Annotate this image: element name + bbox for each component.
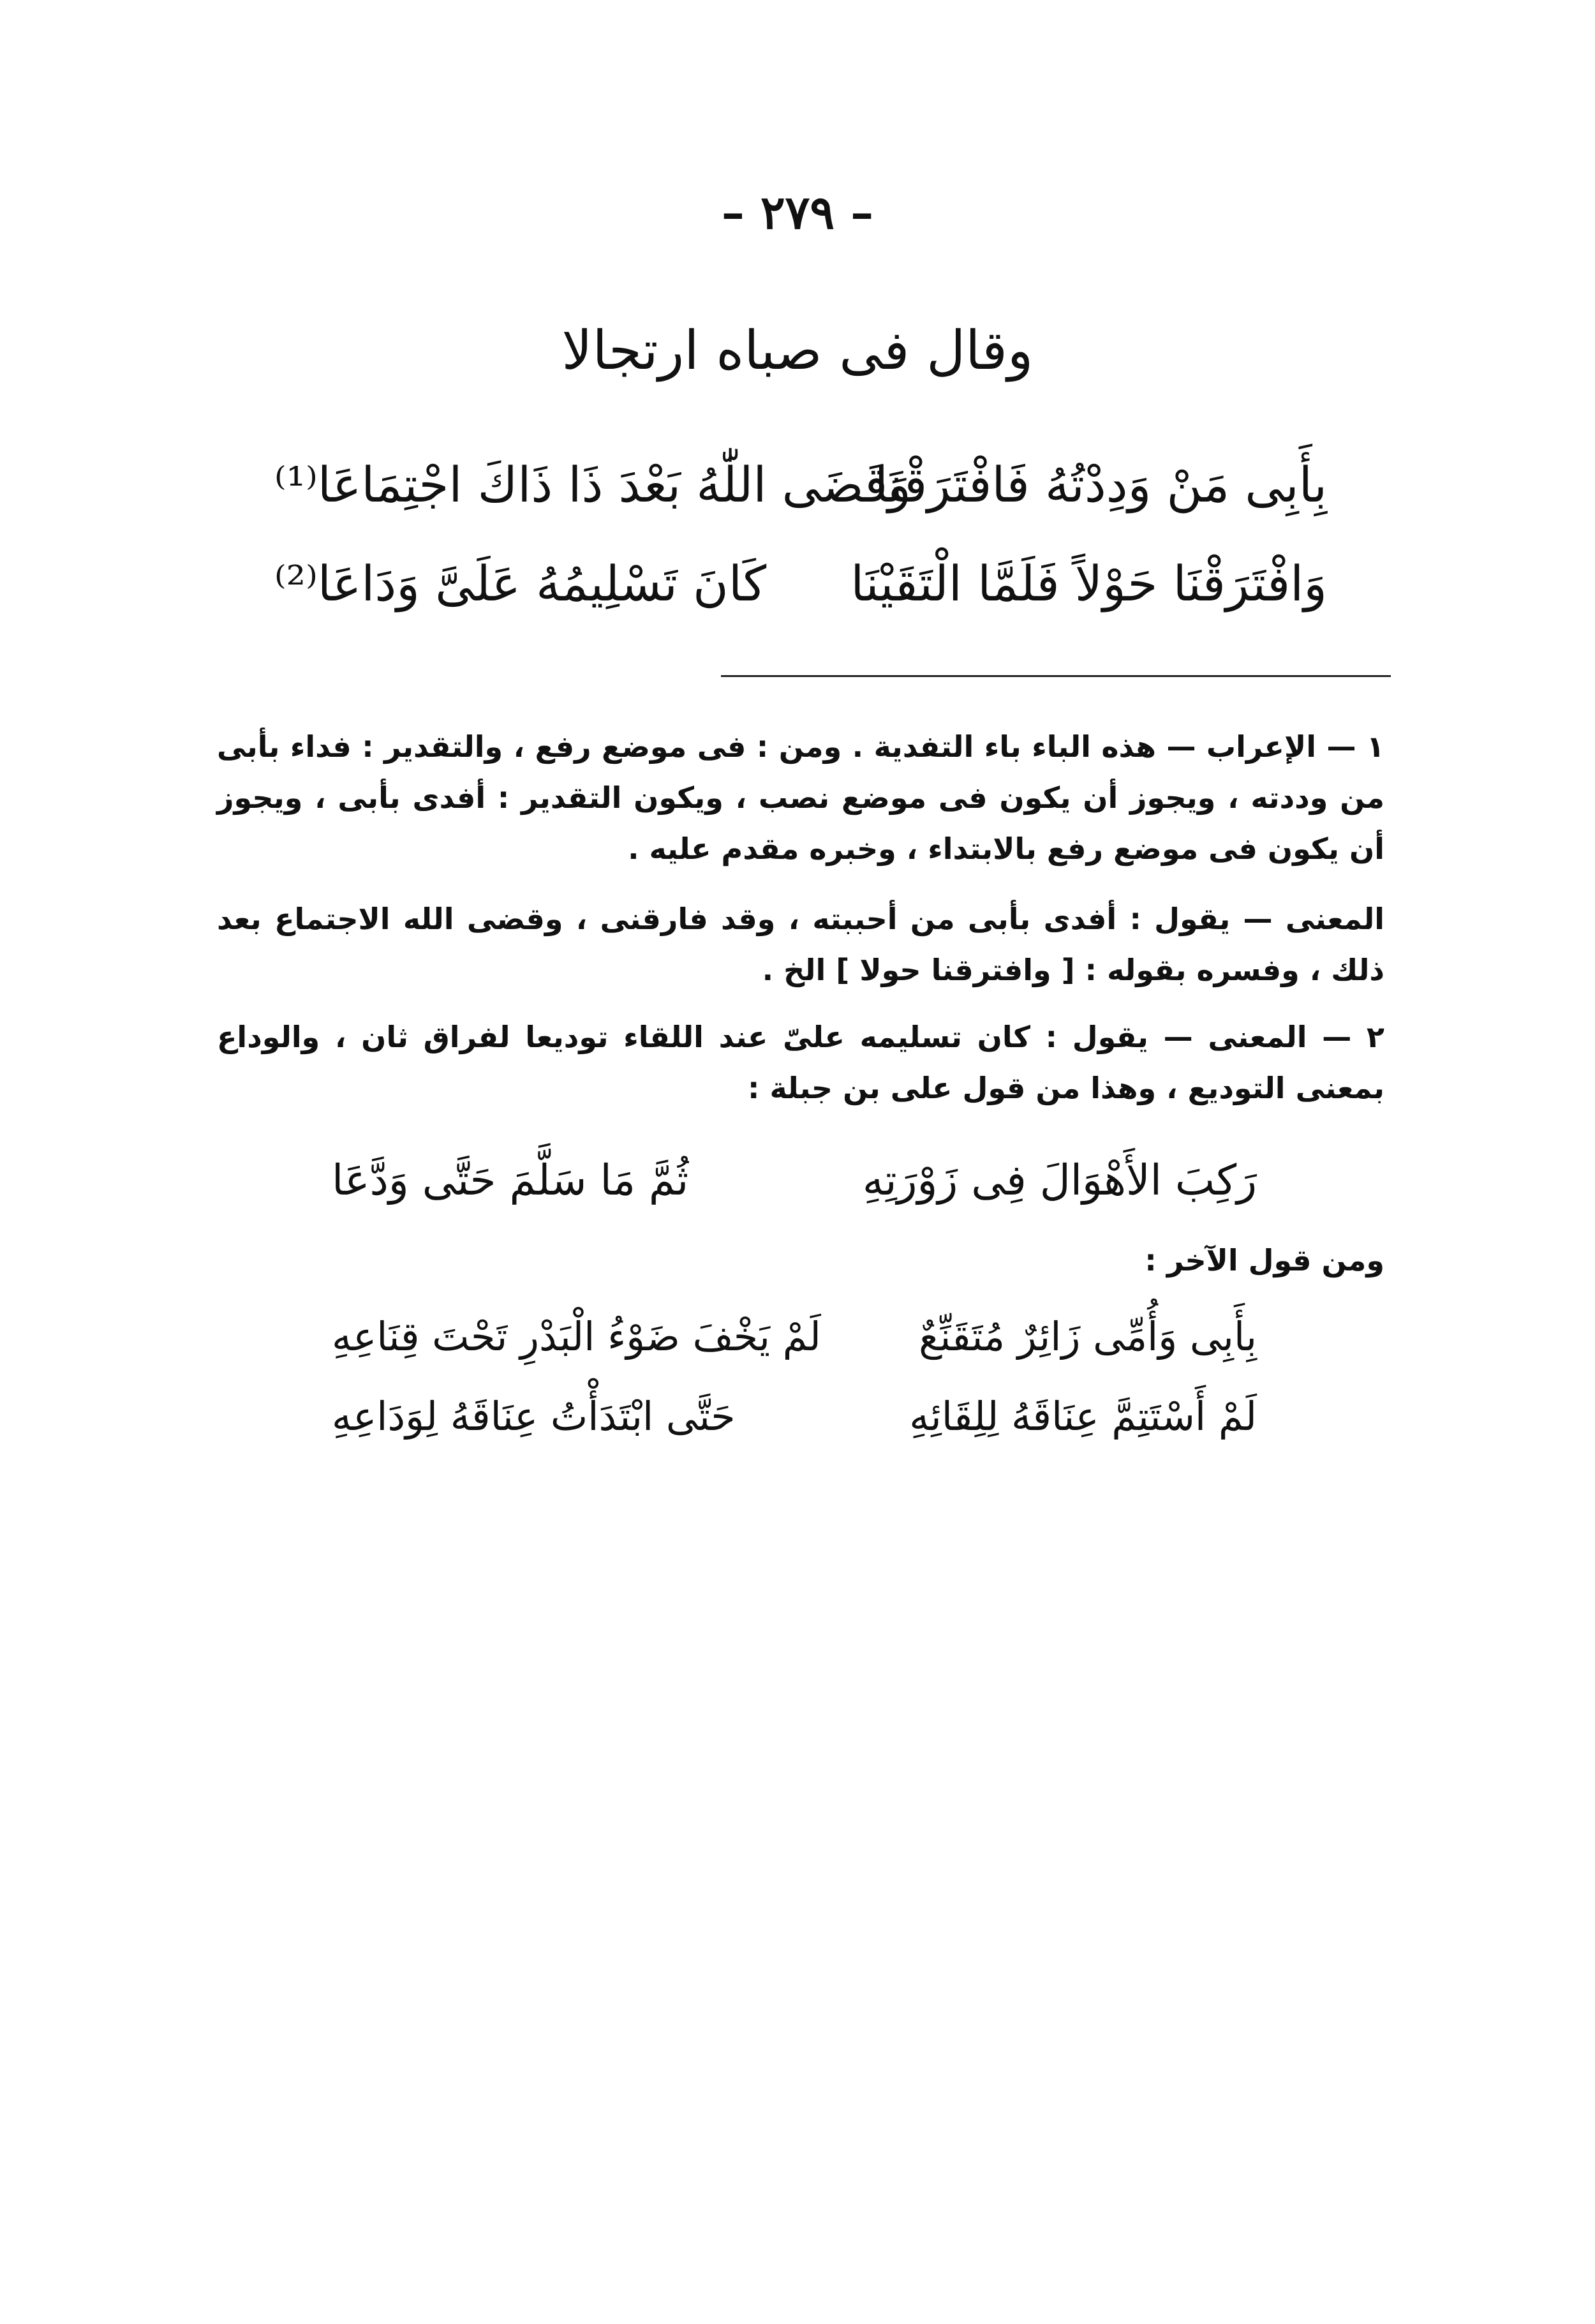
verse-hemistich-first: بِأَبِى وَأُمِّى زَائِرٌ مُتَقَنِّعٌ [919,1313,1257,1360]
footnote-1-meaning: المعنى — يقول : أفدى بأبى من أحببته ، وقد فارقنى ، وقضى الله الاجتماع بعد ذلك ، وفسره بقوله : [ وافترقنا حولا ] الخ . [217,902,1384,987]
quoted-verse [332,1378,1257,1455]
verse-hemistich-second: حَتَّى ابْتَدَأْتُ عِنَاقَهُ لِوَدَاعِهِ [332,1393,736,1440]
verse-hemistich-first: وَافْتَرَقْنَا حَوْلاً فَلَمَّا الْتَقَيْنَا [850,555,1327,612]
poem-title: وقال فى صباه ارتجالا [561,319,1034,382]
verse-hemistich-first: بِأَبِى مَنْ وَدِدْتُهُ فَافْتَرَقْنَا [874,456,1327,513]
footnote-2-meaning: ٢ — المعنى — يقول : كان تسليمه علىّ عند اللقاء توديعا لفراق ثان ، والوداع بمعنى التوديع ، وهذا من قول على بن جبلة : [217,1020,1384,1105]
verse-hemistich-first: رَكِبَ الأَهْوَالَ فِى زَوْرَتِهِ [862,1156,1257,1205]
verse-hemistich-second: كَانَ تَسْلِيمُهُ عَلَىَّ وَدَاعَا⁽²⁾ [274,555,767,612]
footnote-separator [721,675,1391,677]
poem-verse [274,546,1327,622]
verse-hemistich-second: ثُمَّ مَا سَلَّمَ حَتَّى وَدَّعَا [332,1156,689,1205]
footnote-1-grammar: ١ — الإعراب — هذه الباء باء التفدية . ومن : فى موضع رفع ، والتقدير : فداء بأبى من وددته ، ويجوز أن يكون فى موضع نصب ، ويكون التقدير : أفدى بأبى ، ويجوز أن يكون فى موضع رفع بالابتداء ، وخبره مقدم عليه . [217,729,1384,866]
verse-hemistich-second: لَمْ يَخْفَ ضَوْءُ الْبَدْرِ تَحْتَ قِنَاعِهِ [332,1313,821,1360]
verse-hemistich-second: وَقَضَى اللّٰهُ بَعْدَ ذَا ذَاكَ اجْتِمَاعَا⁽¹⁾ [274,456,911,513]
poem-verse [274,447,1327,523]
quoted-verse [332,1299,1257,1375]
quoted-verse [332,1142,1257,1219]
verse-hemistich-first: لَمْ أَسْتَتِمَّ عِنَاقَهُ لِلِقَائِهِ [909,1393,1257,1440]
another-poet-intro: ومن قول الآخر : [1145,1243,1384,1277]
page-number: – ٢٧٩ – [721,185,874,239]
